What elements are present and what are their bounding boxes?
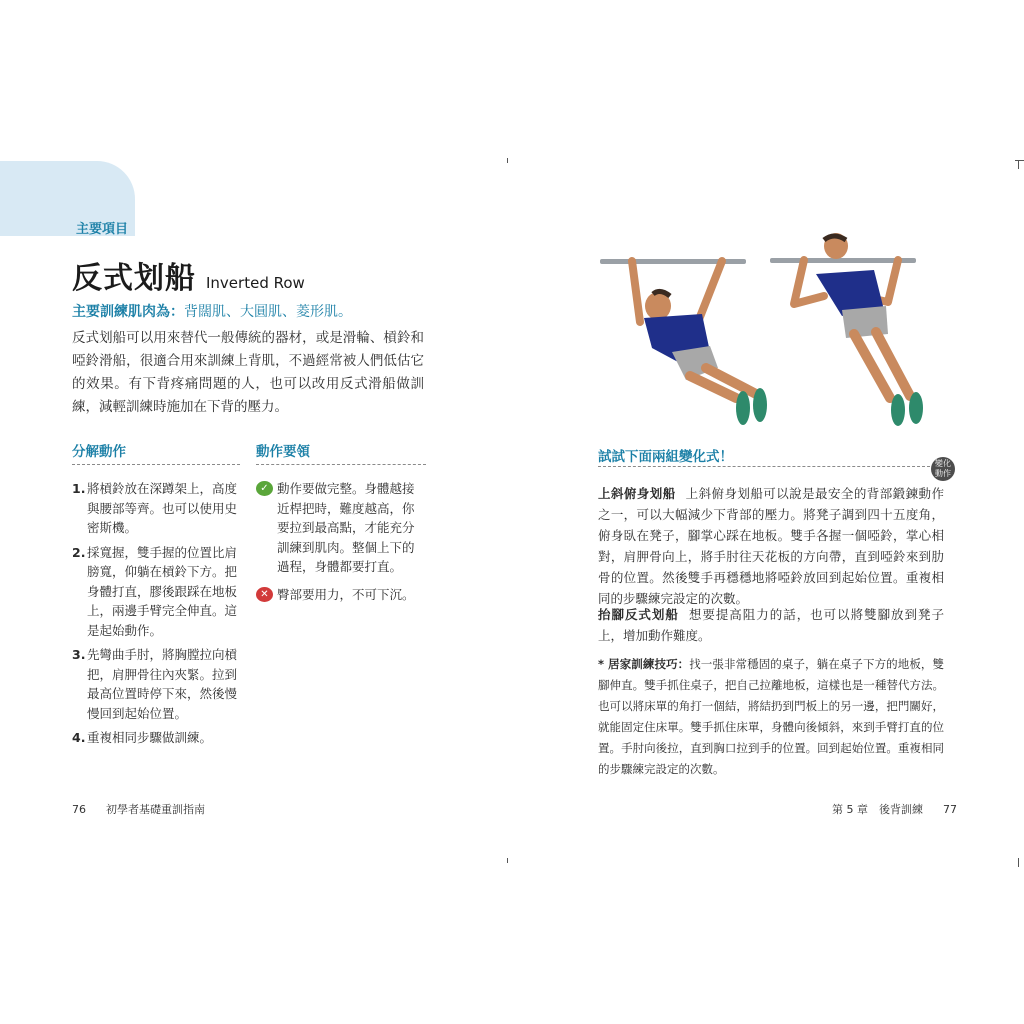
step-item xyxy=(72,645,240,723)
inverted-row-illustration xyxy=(598,230,948,430)
step-text: 重複相同步驟做訓練。 xyxy=(87,730,213,745)
book-title: 初學者基礎重訓指南 xyxy=(106,803,205,816)
variations-divider xyxy=(598,466,930,467)
steps-list xyxy=(72,479,240,753)
right-folio xyxy=(832,801,957,817)
athlete-start-position xyxy=(632,261,767,425)
variation-1-title: 上斜俯身划船 xyxy=(598,486,676,501)
home-training-tip xyxy=(598,654,944,780)
left-page-number: 76 xyxy=(72,803,86,816)
tip-text: 臀部要用力，不可下沉。 xyxy=(277,586,415,602)
target-muscles-value: 背闊肌、大圓肌、菱形肌。 xyxy=(184,304,352,320)
step-number: 3. xyxy=(72,647,86,662)
step-text: 採寬握，雙手握的位置比肩膀寬，仰躺在槓鈴下方。把身體打直，膠後跟踩在地板上，兩邊手臂完全伸直。這是起始動作。 xyxy=(87,544,238,638)
variation-1-text: 上斜俯身划船可以說是最安全的背部鍛鍊動作之一，可以大幅減少下背部的壓力。將凳子調到四十五度角，俯身臥在凳子，腳掌心踩在地板。雙手各握一個啞鈴，掌心相對，肩胛骨向上，將手肘往天花板的方向帶，直到啞鈴來到肋骨的位置。然後雙手再穩穩地將啞鈴放回到起始位置。重複相同的步驟練完設定的次數。 xyxy=(598,486,944,606)
step-number: 4. xyxy=(72,730,86,745)
variation-badge xyxy=(931,457,955,481)
variations-heading: 試試下面兩組變化式！ xyxy=(598,449,733,465)
step-number: 1. xyxy=(72,481,86,496)
tips-list xyxy=(256,479,426,612)
crop-mark xyxy=(1018,858,1019,867)
right-page-number: 77 xyxy=(943,803,957,816)
step-item xyxy=(72,479,240,538)
home-tip-text: 找一張非常穩固的桌子，躺在桌子下方的地板，雙腳伸直。雙手抓住桌子，把自己拉離地板，這樣也是一種替代方法。也可以將床單的角打一個結，將結扔到門板上的另一邊，把門關好，就能固定住床單。雙手抓住床單，身體向後傾斜，來到手臂打直的位置。手肘向後拉，直到胸口拉到手的位置。回到起始位置。重複相同的步驟練完設定的次數。 xyxy=(598,657,944,776)
variation-1 xyxy=(598,483,944,609)
steps-heading: 分解動作 xyxy=(72,444,126,460)
cross-icon: ✕ xyxy=(256,587,273,602)
section-tag: 主要項目 xyxy=(76,222,129,237)
target-muscles xyxy=(72,301,352,321)
crop-mark xyxy=(1015,160,1024,161)
step-item xyxy=(72,543,240,641)
tips-heading-divider xyxy=(256,464,426,465)
left-folio xyxy=(72,801,205,817)
title-english: Inverted Row xyxy=(206,274,305,292)
tip-item-dont xyxy=(256,585,426,605)
target-muscles-label: 主要訓練肌肉為： xyxy=(72,304,184,320)
step-text: 將槓鈴放在深蹲架上，高度與腰部等齊。也可以使用史密斯機。 xyxy=(87,481,238,535)
step-item xyxy=(72,728,240,748)
variation-badge-line2: 動作 xyxy=(935,469,951,478)
chapter-title: 第 5 章 後背訓練 xyxy=(832,803,923,816)
title-chinese: 反式划船 xyxy=(72,261,196,296)
exercise-title xyxy=(72,253,305,297)
variation-2 xyxy=(598,604,944,646)
crop-mark xyxy=(1018,160,1019,169)
tip-text: 動作要做完整。身體越接近桿把時，難度越高，你要拉到最高點，才能充分訓練到肌肉。整個上下的過程，身體都要打直。 xyxy=(277,481,415,574)
step-number: 2. xyxy=(72,544,86,560)
tips-heading: 動作要領 xyxy=(256,444,310,460)
variation-2-text: 想要提高阻力的話，也可以將雙腳放到凳子上，增加動作難度。 xyxy=(598,607,944,643)
tip-item-do xyxy=(256,479,426,577)
steps-heading-divider xyxy=(72,464,240,465)
variation-badge-line1: 變化 xyxy=(935,459,951,468)
step-text: 先彎曲手肘，將胸膛拉向槓把，肩胛骨往內夾緊。拉到最高位置時停下來，然後慢慢回到起始位置。 xyxy=(87,647,238,721)
check-icon: ✓ xyxy=(256,481,273,496)
crop-mark xyxy=(507,158,508,163)
crop-mark xyxy=(507,858,508,863)
home-tip-label: * 居家訓練技巧： xyxy=(598,657,690,671)
variation-2-title: 抬腳反式划船 xyxy=(598,607,679,622)
intro-paragraph: 反式划船可以用來替代一般傳統的器材，或是滑輪、槓鈴和啞鈴滑船，很適合用來訓練上背肌，不過經常被人們低估它的效果。有下背疼痛問題的人，也可以改用反式滑船做訓練，減輕訓練時施加在下背的壓力。 xyxy=(72,330,424,415)
